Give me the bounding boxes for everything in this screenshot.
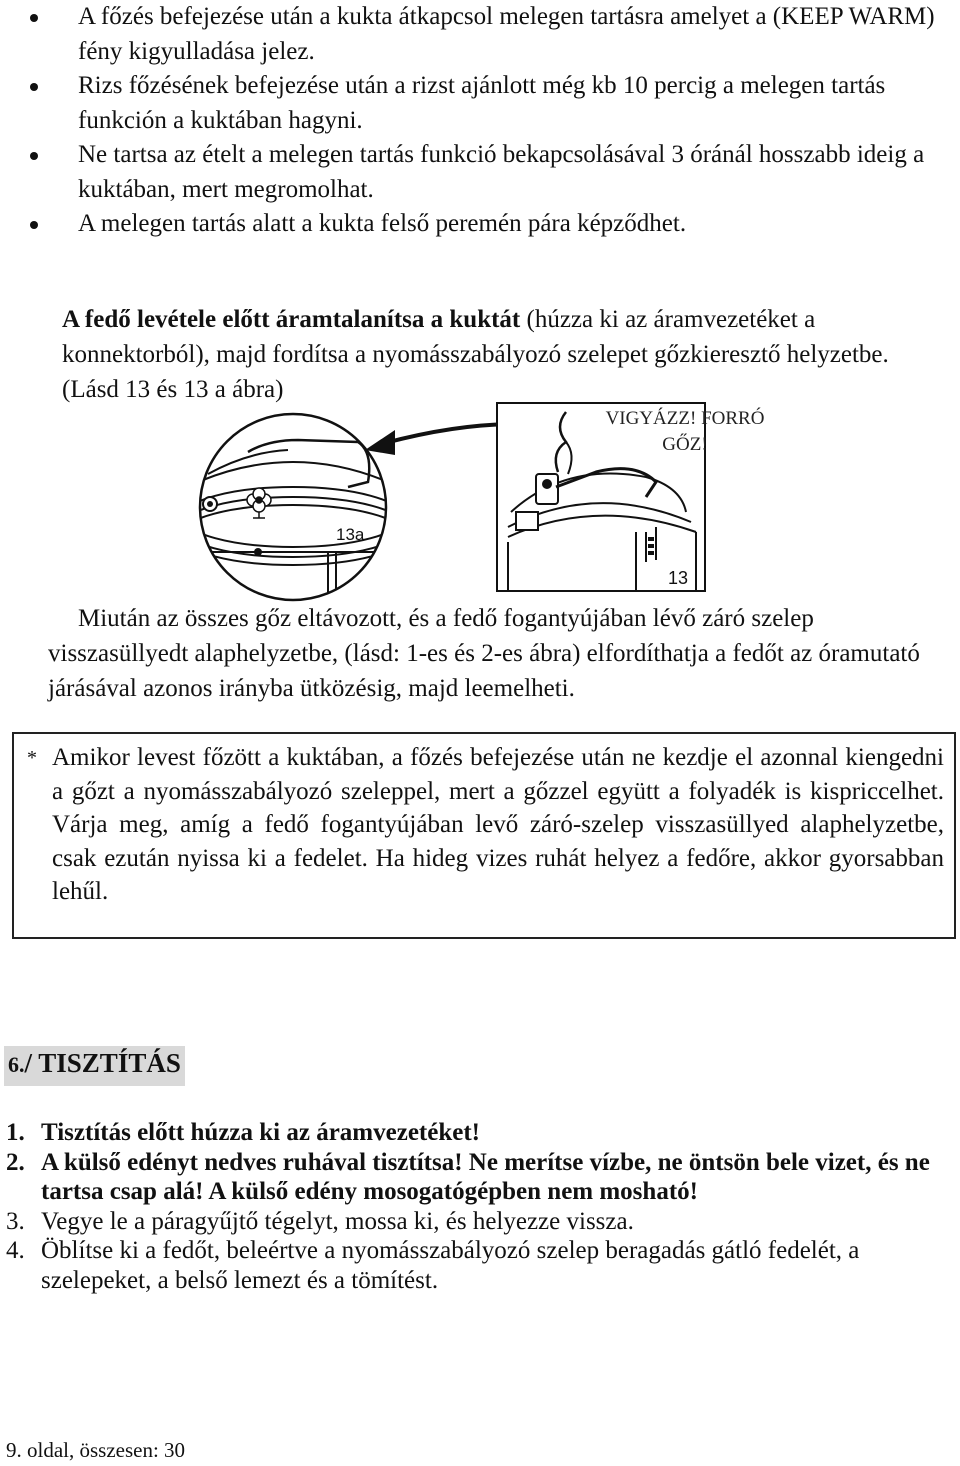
- lid-removal-instruction: [62, 302, 947, 407]
- bullet-dot-icon: [30, 221, 38, 229]
- list-item: 1. Tisztítás előtt húzza ki az áramvezetéket!: [6, 1119, 480, 1146]
- bullet-item: A főzés befejezése után a kukta átkapcsol melegen tartásra amelyet a (KEEP WARM) fény kigyulladása jelez.: [30, 0, 955, 69]
- bullet-item: Rizs főzésének befejezése után a rizst ajánlott még kb 10 percig a melegen tartás funkción a kuktában hagyni.: [30, 69, 955, 138]
- figure-13a-label: 13a: [336, 525, 365, 544]
- section-number: 6.: [8, 1052, 25, 1077]
- section-heading-cleaning: [4, 1046, 185, 1086]
- page-footer: 9. oldal, összesen: 30: [6, 1438, 186, 1462]
- bullet-item: A melegen tartás alatt a kukta felső peremén pára képződhet.: [30, 207, 955, 242]
- keep-warm-bullet-list: [30, 0, 955, 242]
- cleaning-steps-list: [6, 1118, 956, 1295]
- bullet-dot-icon: [30, 152, 38, 160]
- figure-13-label: 13: [668, 568, 689, 588]
- asterisk-marker: *: [27, 747, 37, 769]
- list-item: 4. Öblítse ki a fedőt, beleértve a nyomásszabályozó szelep beragadás gátló fedelét, a szelepeket, a belső lemezt és a tömítést.: [6, 1237, 860, 1294]
- valve-release-paragraph: Miután az összes gőz eltávozott, és a fedő fogantyújában lévő záró szelep visszasüllyedt alaphelyzetbe, (lásd: 1-es és 2-es ábra) elfordíthatja a fedőt az óramutató járásával azonos irányba ütközésig, majd leemelheti.: [48, 605, 920, 702]
- lid-removal-bold: A fedő levétele előtt áramtalanítsa a kuktát: [62, 306, 521, 333]
- bullet-dot-icon: [30, 14, 38, 22]
- bullet-item: Ne tartsa az ételt a melegen tartás funkció bekapcsolásával 3 óránál hosszabb ideig a kuktában, mert megromolhat.: [30, 138, 955, 207]
- section-title: / TISZTÍTÁS: [24, 1048, 181, 1078]
- bullet-dot-icon: [30, 83, 38, 91]
- steam-warning-caption: VIGYÁZZ! FORRÓ GŐZ!: [605, 408, 765, 455]
- list-item: 2. A külső edényt nedves ruhával tisztítsa! Ne merítse vízbe, ne öntsön bele vizet, és ne tartsa csap alá! A külső edény mosogatógépben nem mosható!: [6, 1148, 930, 1205]
- soup-warning-text: Amikor levest főzött a kuktában, a főzés befejezése után ne kezdje el azonnal kiengedni a gőzt a nyomásszabályozó szeleppel, mert a gőzzel együtt a folyadék is kispriccelhet. Várja meg, amíg a fedő fogantyújában levő záró-szelep visszasüllyed alaphelyzetbe, csak ezután nyissa ki a fedelet. Ha hideg vizes ruhát helyez a fedőre, akkor gyorsabban lehűl.: [52, 744, 944, 905]
- lid-removal-rest: (húzza ki az áramvezetéket a konnektorból), majd fordítsa a nyomásszabályozó szelepet gőzkieresztő helyzetbe. (Lásd 13 és 13 a ábra): [62, 306, 889, 403]
- list-item: 3. Vegye le a páragyűjtő tégelyt, mossa ki, és helyezze vissza.: [6, 1207, 634, 1235]
